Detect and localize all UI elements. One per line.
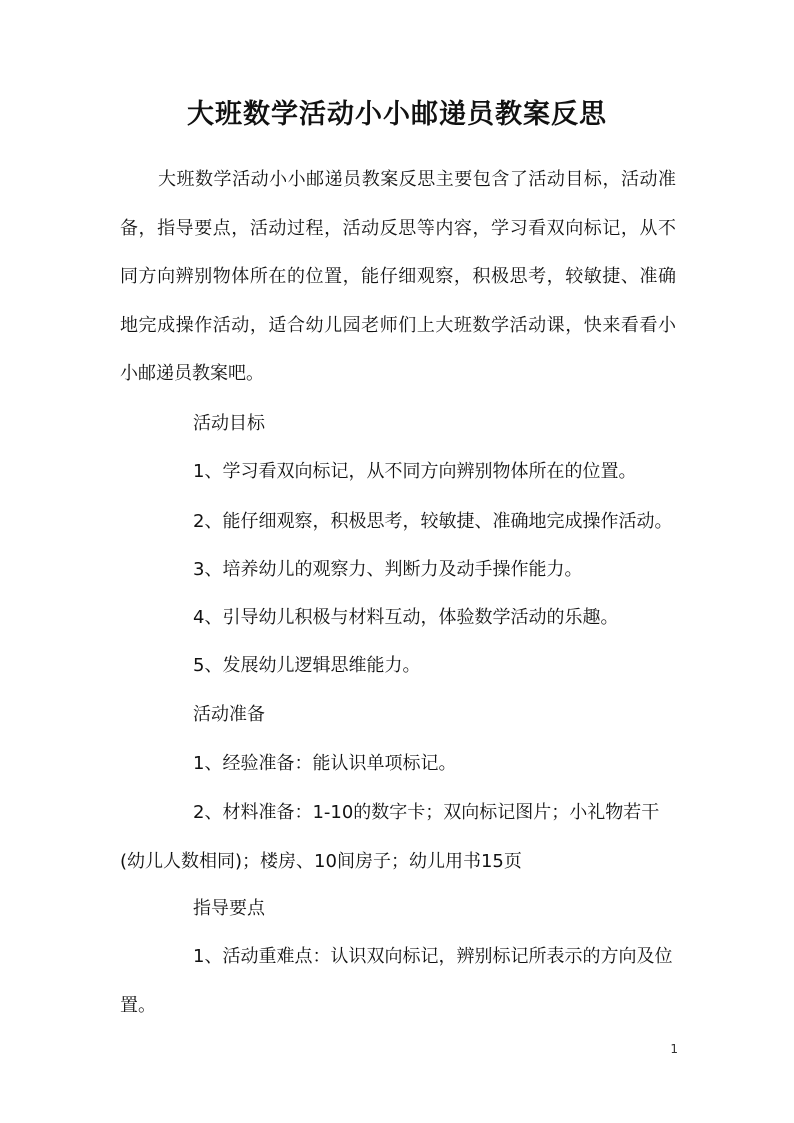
goal-item-5: 5、发展幼儿逻辑思维能力。: [193, 655, 421, 676]
goal-item-4: 4、引导幼儿积极与材料互动，体验数学活动的乐趣。: [193, 607, 619, 628]
section-heading-guide: 指导要点: [193, 898, 265, 919]
document-title: 大班数学活动小小邮递员教案反思: [187, 99, 607, 130]
goal-item-1: 1、学习看双向标记，从不同方向辨别物体所在的位置。: [193, 461, 637, 482]
intro-paragraph: 大班数学活动小小邮递员教案反思主要包含了活动目标，活动准备，指导要点，活动过程，活动反思等内容，学习看双向标记，从不同方向辨别物体所在的位置，能仔细观察，积极思考，较敏捷、准确地完成操作活动，适合幼儿园老师们上大班数学活动课，快来看看小小邮递员教案吧。: [120, 169, 676, 384]
section-heading-goals: 活动目标: [193, 413, 265, 434]
prep-item-1: 1、经验准备：能认识单项标记。: [193, 753, 457, 774]
guide-item-1: 1、活动重难点：认识双向标记，辨别标记所表示的方向及位置。: [120, 946, 673, 1016]
goal-item-2: 2、能仔细观察，积极思考，较敏捷、准确地完成操作活动。: [193, 511, 673, 532]
section-heading-prep: 活动准备: [193, 704, 265, 725]
page-number: 1: [670, 1042, 678, 1056]
goal-item-3: 3、培养幼儿的观察力、判断力及动手操作能力。: [193, 559, 583, 580]
prep-item-2: 2、材料准备：1-10的数字卡；双向标记图片；小礼物若干(幼儿人数相同)；楼房、10间房子；幼儿用书15页: [120, 802, 660, 872]
